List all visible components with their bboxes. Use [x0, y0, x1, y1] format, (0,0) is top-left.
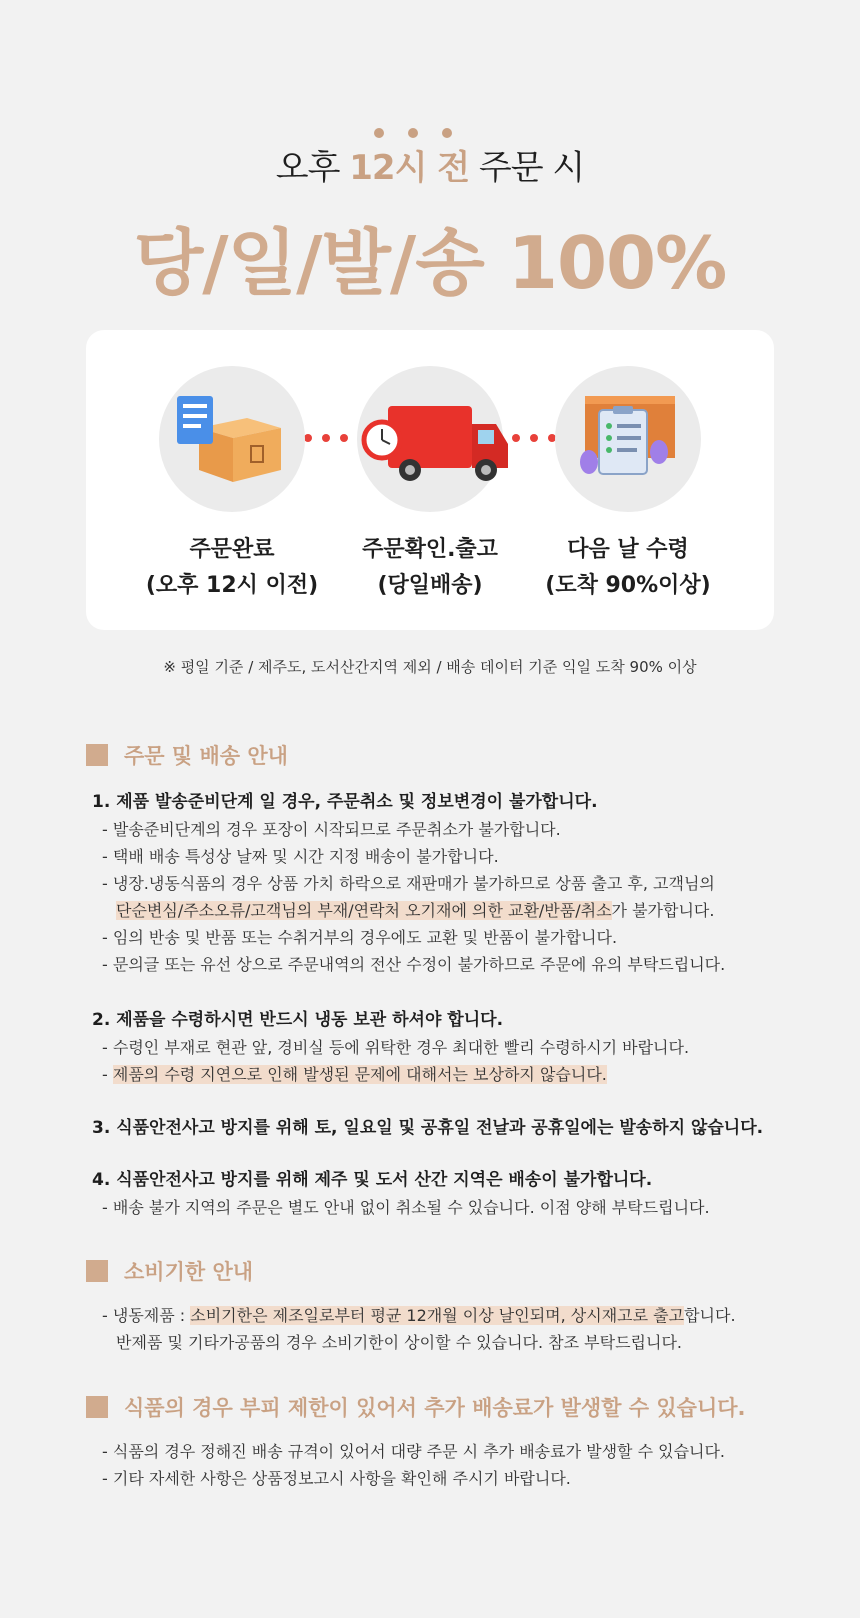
delivery-truck-icon	[357, 366, 503, 512]
shipping-fee-info: - 식품의 경우 정해진 배송 규격이 있어서 대량 주문 시 추가 배송료가 발생할 수 있습니다. - 기타 자세한 사항은 상품정보고시 사항을 확인해 주시기 바랍니다.	[102, 1442, 726, 1488]
section-heading-shipping-fee: 식품의 경우 부피 제한이 있어서 추가 배송료가 발생할 수 있습니다.	[86, 1392, 746, 1422]
expiry-info: - 냉동제품 : 소비기한은 제조일로부터 평균 12개월 이상 날인되며, 상시재고로 출고합니다. 반제품 및 기타가공품의 경우 소비기한이 상이할 수 있습니다. 참조 부탁드립니다.	[102, 1306, 736, 1352]
delivery-steps-card	[86, 330, 774, 630]
decorative-dots	[374, 128, 452, 138]
section-heading-order-delivery: 주문 및 배송 안내	[86, 740, 288, 770]
square-bullet-icon	[86, 744, 108, 766]
step-next-day-receive: 다음 날 수령 (도착 90%이상)	[528, 366, 728, 604]
step-order-complete: 주문완료 (오후 12시 이전)	[132, 366, 332, 604]
clipboard-checklist-icon	[555, 366, 701, 512]
box-document-icon	[159, 366, 305, 512]
step-order-confirm: 주문확인.출고 (당일배송)	[330, 366, 530, 604]
delivery-note: ※ 평일 기준 / 제주도, 도서산간지역 제외 / 배송 데이터 기준 익일 도착 90% 이상	[163, 658, 697, 676]
info-item-2: 2. 제품을 수령하시면 반드시 냉동 보관 하셔야 합니다. - 수령인 부재로 현관 앞, 경비실 등에 위탁한 경우 최대한 빨리 수령하시기 바랍니다. - 제품의 수령 지연으로 인해 발생된 문제에 대해서는 보상하지 않습니다.	[92, 1010, 690, 1084]
headline: 오후 12시 전 주문 시	[275, 148, 585, 188]
section-heading-expiry: 소비기한 안내	[86, 1256, 253, 1286]
square-bullet-icon	[86, 1260, 108, 1282]
square-bullet-icon	[86, 1396, 108, 1418]
info-item-3: 3. 식품안전사고 방지를 위해 토, 일요일 및 공휴일 전날과 공휴일에는 발송하지 않습니다.	[92, 1118, 764, 1138]
big-title: 당/일/발/송 100%	[133, 221, 727, 305]
info-item-1: 1. 제품 발송준비단계 일 경우, 주문취소 및 정보변경이 불가합니다. - 발송준비단계의 경우 포장이 시작되므로 주문취소가 불가합니다. - 택배 배송 특성상 날짜 및 시간 지정 배송이 불가합니다. - 냉장.냉동식품의 경우 상품 가치 하락으로 재판매가 불가하므로 상품 출고 후, 고객님의 단순변심/주소오류/고객님의 부재/연락처 오기재에 의한 교환/반품/취소가 불가합니다. - 임의 반송 및 반품 또는 수취거부의 경우에도 교환 및 반품이 불가합니다. - 문의글 또는 유선 상으로 주문내역의 전산 수정이 불가하므로 주문에 유의 부탁드립니다.	[92, 792, 726, 974]
info-item-4: 4. 식품안전사고 방지를 위해 제주 및 도서 산간 지역은 배송이 불가합니다. - 배송 불가 지역의 주문은 별도 안내 없이 취소될 수 있습니다. 이점 양해 부탁드립니다.	[92, 1170, 710, 1217]
